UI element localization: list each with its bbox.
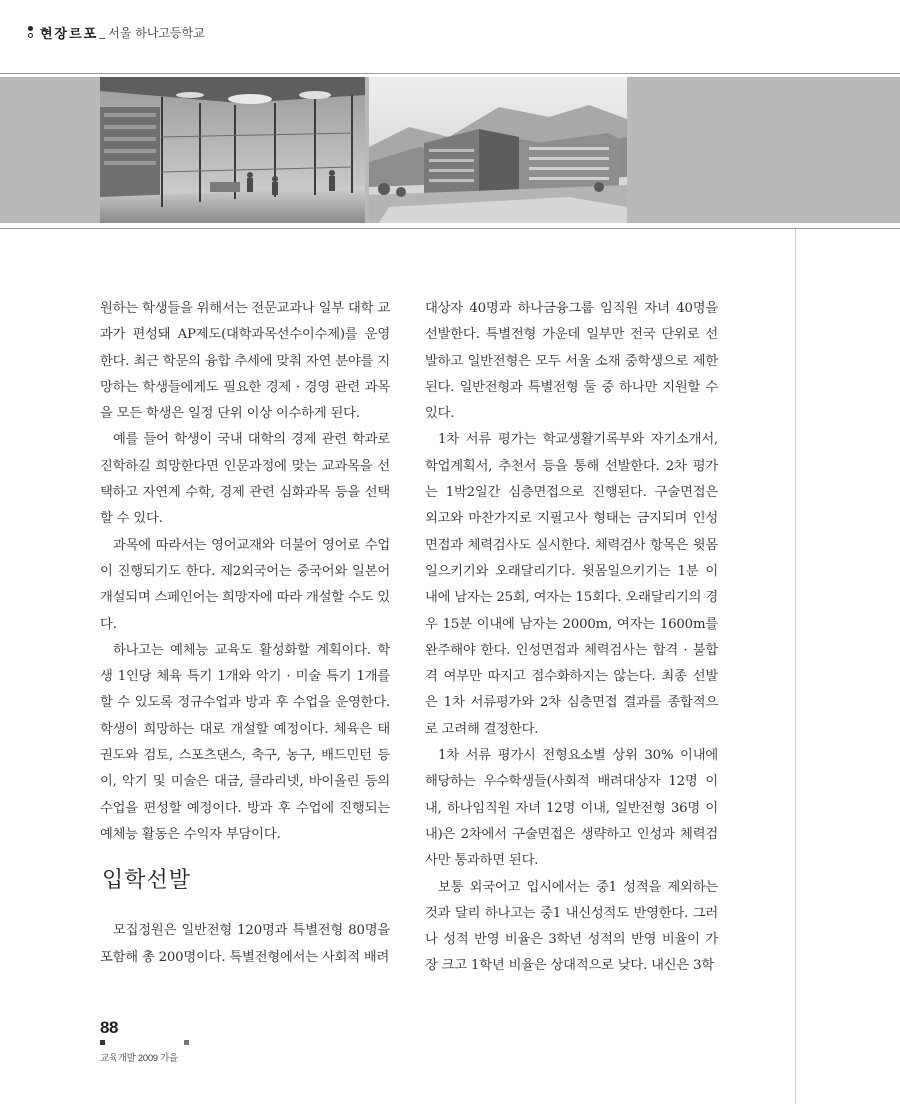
building-atrium-photo <box>100 77 365 223</box>
school-name: 서울 하나고등학교 <box>108 25 205 40</box>
body-paragraph: 보통 외국어고 입시에서는 중1 성적을 제외하는 것과 달리 하나고는 중1 내신성적도 반영한다. 그러나 성적 반영 비율은 3학년 성적의 반영 비율이 가장 크고 1학년 비율은 상대적으로 낮다. 내신은 3학 <box>425 879 718 974</box>
left-text-column <box>100 296 390 971</box>
body-paragraph: 과목에 따라서는 영어교재와 더불어 영어로 수업이 진행되기도 한다. 제2외국어는 중국어와 일본어 개설되며 스페인어는 희망자에 따라 개설할 수도 있다. <box>100 537 390 632</box>
body-paragraph: 원하는 학생들을 위해서는 전문교과나 일부 대학 교과가 편성돼 AP제도(대학과목선수이수제)를 운영한다. 최근 학문의 융합 추세에 맞춰 자연 분야를 지망하는 학생들에게도 필요한 경제 · 경영 관련 과목을 모든 학생은 일정 단위 이상 이수하게 된다. <box>100 301 390 422</box>
margin-divider <box>795 229 796 1104</box>
section-heading: 입학선발 <box>102 868 192 894</box>
body-paragraph: 하나고는 예체능 교육도 활성화할 계획이다. 학생 1인당 체육 특기 1개와 악기 · 미술 특기 1개를 할 수 있도록 정규수업과 방과 후 수업을 운영한다. 학생이 희망하는 대로 개설할 예정이다. 체육은 태권도와 검토, 스포츠댄스, 축구, 농구, 배드민턴 등이, 악기 및 미술은 대금, 클라리넷, 바이올린 등의 수업을 편성할 예정이다. 방과 후 수업에 진행되는 예체능 활동은 수익자 부담이다. <box>100 642 390 842</box>
running-header <box>28 20 205 44</box>
bottom-rule <box>0 228 900 229</box>
section-title: 현장르포 <box>40 26 99 42</box>
bullet-dots-icon <box>28 25 34 39</box>
header-separator: _ <box>99 25 106 39</box>
square-mark-icon <box>184 1040 189 1045</box>
body-paragraph: 모집정원은 일반전형 120명과 특별전형 80명을 포함해 총 200명이다. 특별전형에서는 사회적 배려 <box>100 923 390 965</box>
school-campus-aerial-photo <box>369 77 627 223</box>
page-number: 88 <box>100 1018 118 1037</box>
body-paragraph: 대상자 40명과 하나금융그룹 임직원 자녀 40명을 선발한다. 특별전형 가운데 일부만 전국 단위로 선발하고 일반전형은 모두 서울 소재 중학생으로 제한된다. 일반전형과 특별전형 둘 중 하나만 지원할 수 있다. <box>425 301 718 422</box>
square-mark-icon <box>100 1040 105 1045</box>
journal-title: 교육개발 2009 가을 <box>100 1053 178 1064</box>
page-footer <box>100 1018 200 1064</box>
top-rule <box>0 73 900 74</box>
body-paragraph: 1차 서류 평가는 학교생활기록부와 자기소개서, 학업계획서, 추천서 등을 통해 선발한다. 2차 평가는 1박2일간 심층면접으로 진행된다. 구술면접은 외고와 마찬가지로 지필고사 형태는 금지되며 인성면접과 체력검사도 실시한다. 체력검사 항목은 윗몸일으키기와 오래달리기다. 윗몸일으키기는 1분 이내에 남자는 25회, 여자는 15회다. 오래달리기의 경우 15분 이내에 남자는 2000m, 여자는 1600m를 완주해야 한다. 인성면접과 체력검사는 합격 · 불합격 여부만 따지고 점수화하지는 않는다. 최종 선발은 1차 서류평가와 2차 심층면접 결과를 종합적으로 고려해 결정한다. <box>425 432 718 737</box>
right-text-column <box>425 296 718 980</box>
body-paragraph: 예를 들어 학생이 국내 대학의 경제 관련 학과로 진학하길 희망한다면 인문과정에 맞는 교과목을 선택하고 자연계 수학, 경제 관련 심화과목 등을 선택할 수 있다. <box>100 432 390 527</box>
footer-marks <box>100 1038 200 1048</box>
body-paragraph: 1차 서류 평가시 전형요소별 상위 30% 이내에 해당하는 우수학생들(사회적 배려대상자 12명 이내, 하나임직원 자녀 12명 이내, 일반전형 36명 이내)은 2차에서 구술면접은 생략하고 인성과 체력검사만 통과하면 된다. <box>425 748 718 869</box>
